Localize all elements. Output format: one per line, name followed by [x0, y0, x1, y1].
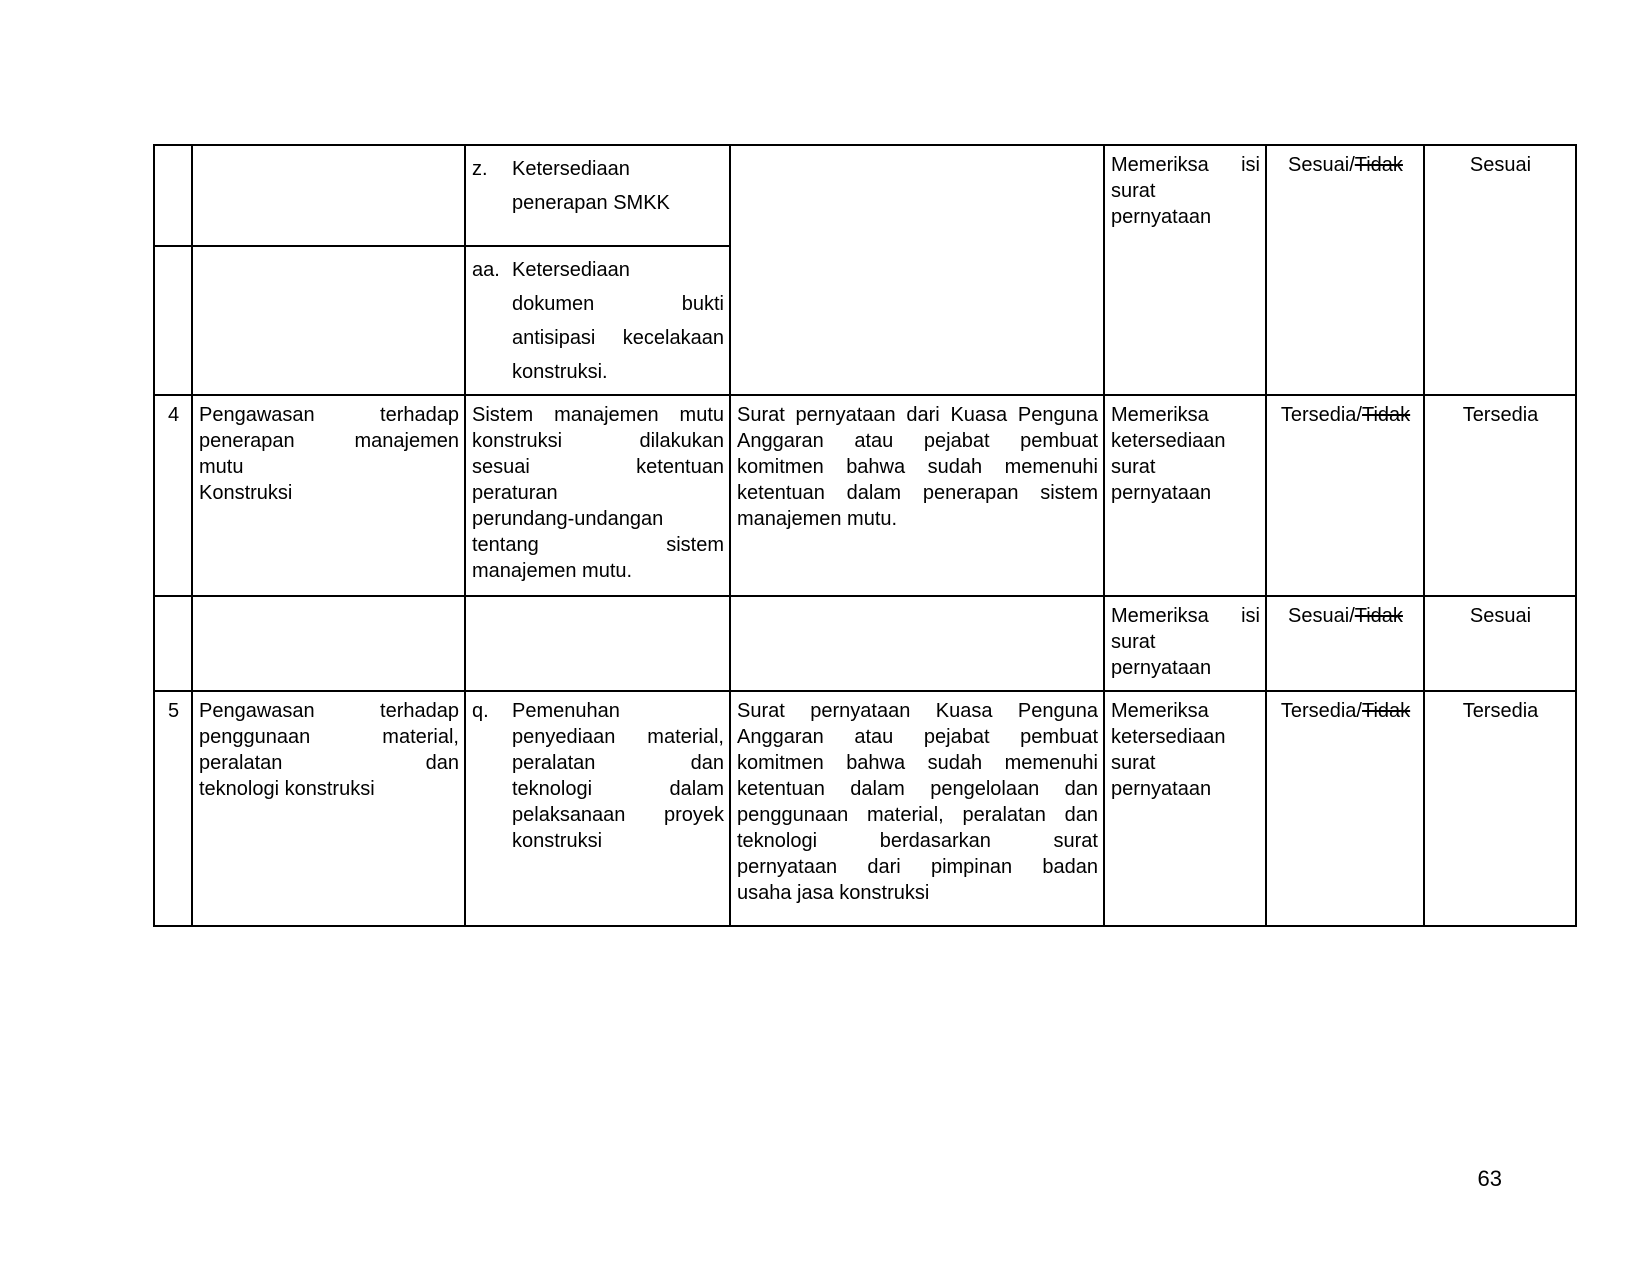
text-line: Memeriksa	[1111, 404, 1209, 426]
text-line: teknologi konstruksi	[199, 778, 375, 800]
text-line: peralatan dan	[512, 752, 724, 774]
cell-method	[1104, 395, 1266, 596]
cell-method	[1104, 145, 1266, 395]
text-line: komitmen bahwa sudah memenuhi	[737, 456, 1098, 478]
text-line: pelaksanaan proyek	[512, 804, 724, 826]
cell-activity	[192, 691, 465, 926]
text-line: dokumen bukti	[512, 293, 724, 315]
cell-subitem-aa	[465, 246, 730, 395]
text-line: Surat pernyataan dari Kuasa Penguna	[737, 404, 1098, 426]
cell-no: 4	[154, 395, 192, 596]
cell-reference	[730, 691, 1104, 926]
list-marker: aa.	[472, 259, 500, 281]
text-line: pernyataan	[1111, 206, 1212, 228]
text-line: ketentuan dalam pengelolaan dan	[737, 778, 1098, 800]
cell-method	[1104, 596, 1266, 691]
cell-activity	[192, 395, 465, 596]
text-line: manajemen mutu.	[737, 508, 898, 530]
text-line: mutu	[199, 456, 244, 478]
table-row-5	[154, 691, 1576, 926]
table-row-4	[154, 395, 1576, 596]
text-line: Memeriksa isi	[1111, 605, 1260, 627]
text-line: komitmen bahwa sudah memenuhi	[737, 752, 1098, 774]
text-line: Anggaran atau pejabat pembuat	[737, 726, 1098, 748]
list-text	[512, 152, 724, 220]
text-line: surat	[1111, 180, 1156, 202]
text-line: Memeriksa	[1111, 700, 1209, 722]
text-line: ketentuan dalam penerapan sistem	[737, 482, 1098, 504]
list-marker: q.	[472, 700, 489, 722]
cell-activity-empty	[192, 596, 465, 691]
text-line: penerapan SMKK	[512, 192, 670, 214]
text-line: pernyataan dari pimpinan badan	[737, 856, 1098, 878]
text-line: peralatan dan	[199, 752, 459, 774]
cell-reference-empty	[730, 145, 1104, 395]
list-text	[512, 698, 724, 854]
text-line: ketersediaan	[1111, 430, 1226, 452]
cell-criteria	[1266, 395, 1424, 596]
cell-method	[1104, 691, 1266, 926]
text-line: teknologi dalam	[512, 778, 724, 800]
text-line: manajemen mutu.	[472, 560, 633, 582]
text-line: Ketersediaan	[512, 158, 630, 180]
text-line: ketersediaan	[1111, 726, 1226, 748]
cell-result: Sesuai	[1424, 596, 1576, 691]
cell-no-empty	[154, 596, 192, 691]
cell-no-empty	[154, 145, 192, 246]
cell-criteria	[1266, 596, 1424, 691]
text-line: pernyataan	[1111, 778, 1212, 800]
text-line: Konstruksi	[199, 482, 293, 504]
criteria-struck: Tidak	[1354, 154, 1403, 176]
criteria-struck: Tidak	[1354, 605, 1403, 627]
text-line: konstruksi	[512, 830, 603, 852]
cell-criteria	[1266, 145, 1424, 395]
cell-subitem-q	[465, 691, 730, 926]
cell-result: Tersedia	[1424, 691, 1576, 926]
text-line: konstruksi.	[512, 361, 608, 383]
text-line: Memeriksa isi	[1111, 154, 1260, 176]
cell-subitem-z	[465, 145, 730, 246]
table-row-continuation	[154, 596, 1576, 691]
cell-standard	[465, 395, 730, 596]
text-line: Surat pernyataan Kuasa Penguna	[737, 700, 1098, 722]
text-line: surat	[1111, 631, 1156, 653]
cell-activity-empty	[192, 246, 465, 395]
text-line: penggunaan material,	[199, 726, 459, 748]
text-line: pernyataan	[1111, 657, 1212, 679]
cell-activity-empty	[192, 145, 465, 246]
text-line: Anggaran atau pejabat pembuat	[737, 430, 1098, 452]
text-line: Pemenuhan	[512, 700, 620, 722]
criteria-struck: Tidak	[1361, 700, 1411, 722]
text-line: penyediaan material,	[512, 726, 724, 748]
text-line: surat	[1111, 752, 1156, 774]
cell-result: Sesuai	[1424, 145, 1576, 395]
cell-no-empty	[154, 246, 192, 395]
criteria-kept: Tersedia/	[1280, 404, 1362, 426]
cell-reference-empty	[730, 596, 1104, 691]
cell-result: Tersedia	[1424, 395, 1576, 596]
text-line: surat	[1111, 456, 1156, 478]
list-marker: z.	[472, 158, 488, 180]
text-line: pernyataan	[1111, 482, 1212, 504]
list-text	[512, 253, 724, 389]
text-line: Sistem manajemen mutu	[472, 404, 724, 426]
text-line: sesuai ketentuan	[472, 456, 724, 478]
inspection-table	[153, 144, 1577, 927]
text-line: teknologi berdasarkan surat	[737, 830, 1098, 852]
text-line: perundang-undangan	[472, 508, 664, 530]
criteria-kept: Sesuai/	[1288, 154, 1355, 176]
page-number: 63	[1477, 1166, 1502, 1191]
text-line: konstruksi dilakukan	[472, 430, 724, 452]
cell-no: 5	[154, 691, 192, 926]
text-line: penerapan manajemen	[199, 430, 459, 452]
criteria-kept: Sesuai/	[1288, 605, 1355, 627]
text-line: Pengawasan terhadap	[199, 404, 459, 426]
text-line: penggunaan material, peralatan dan	[737, 804, 1098, 826]
text-line: antisipasi kecelakaan	[512, 327, 724, 349]
cell-reference	[730, 395, 1104, 596]
text-line: tentang sistem	[472, 534, 724, 556]
cell-standard-empty	[465, 596, 730, 691]
text-line: peraturan	[472, 482, 558, 504]
criteria-kept: Tersedia/	[1280, 700, 1362, 722]
criteria-struck: Tidak	[1361, 404, 1411, 426]
text-line: Pengawasan terhadap	[199, 700, 459, 722]
text-line: Ketersediaan	[512, 259, 630, 281]
cell-criteria	[1266, 691, 1424, 926]
text-line: usaha jasa konstruksi	[737, 882, 930, 904]
table-row-item-z	[154, 145, 1576, 246]
